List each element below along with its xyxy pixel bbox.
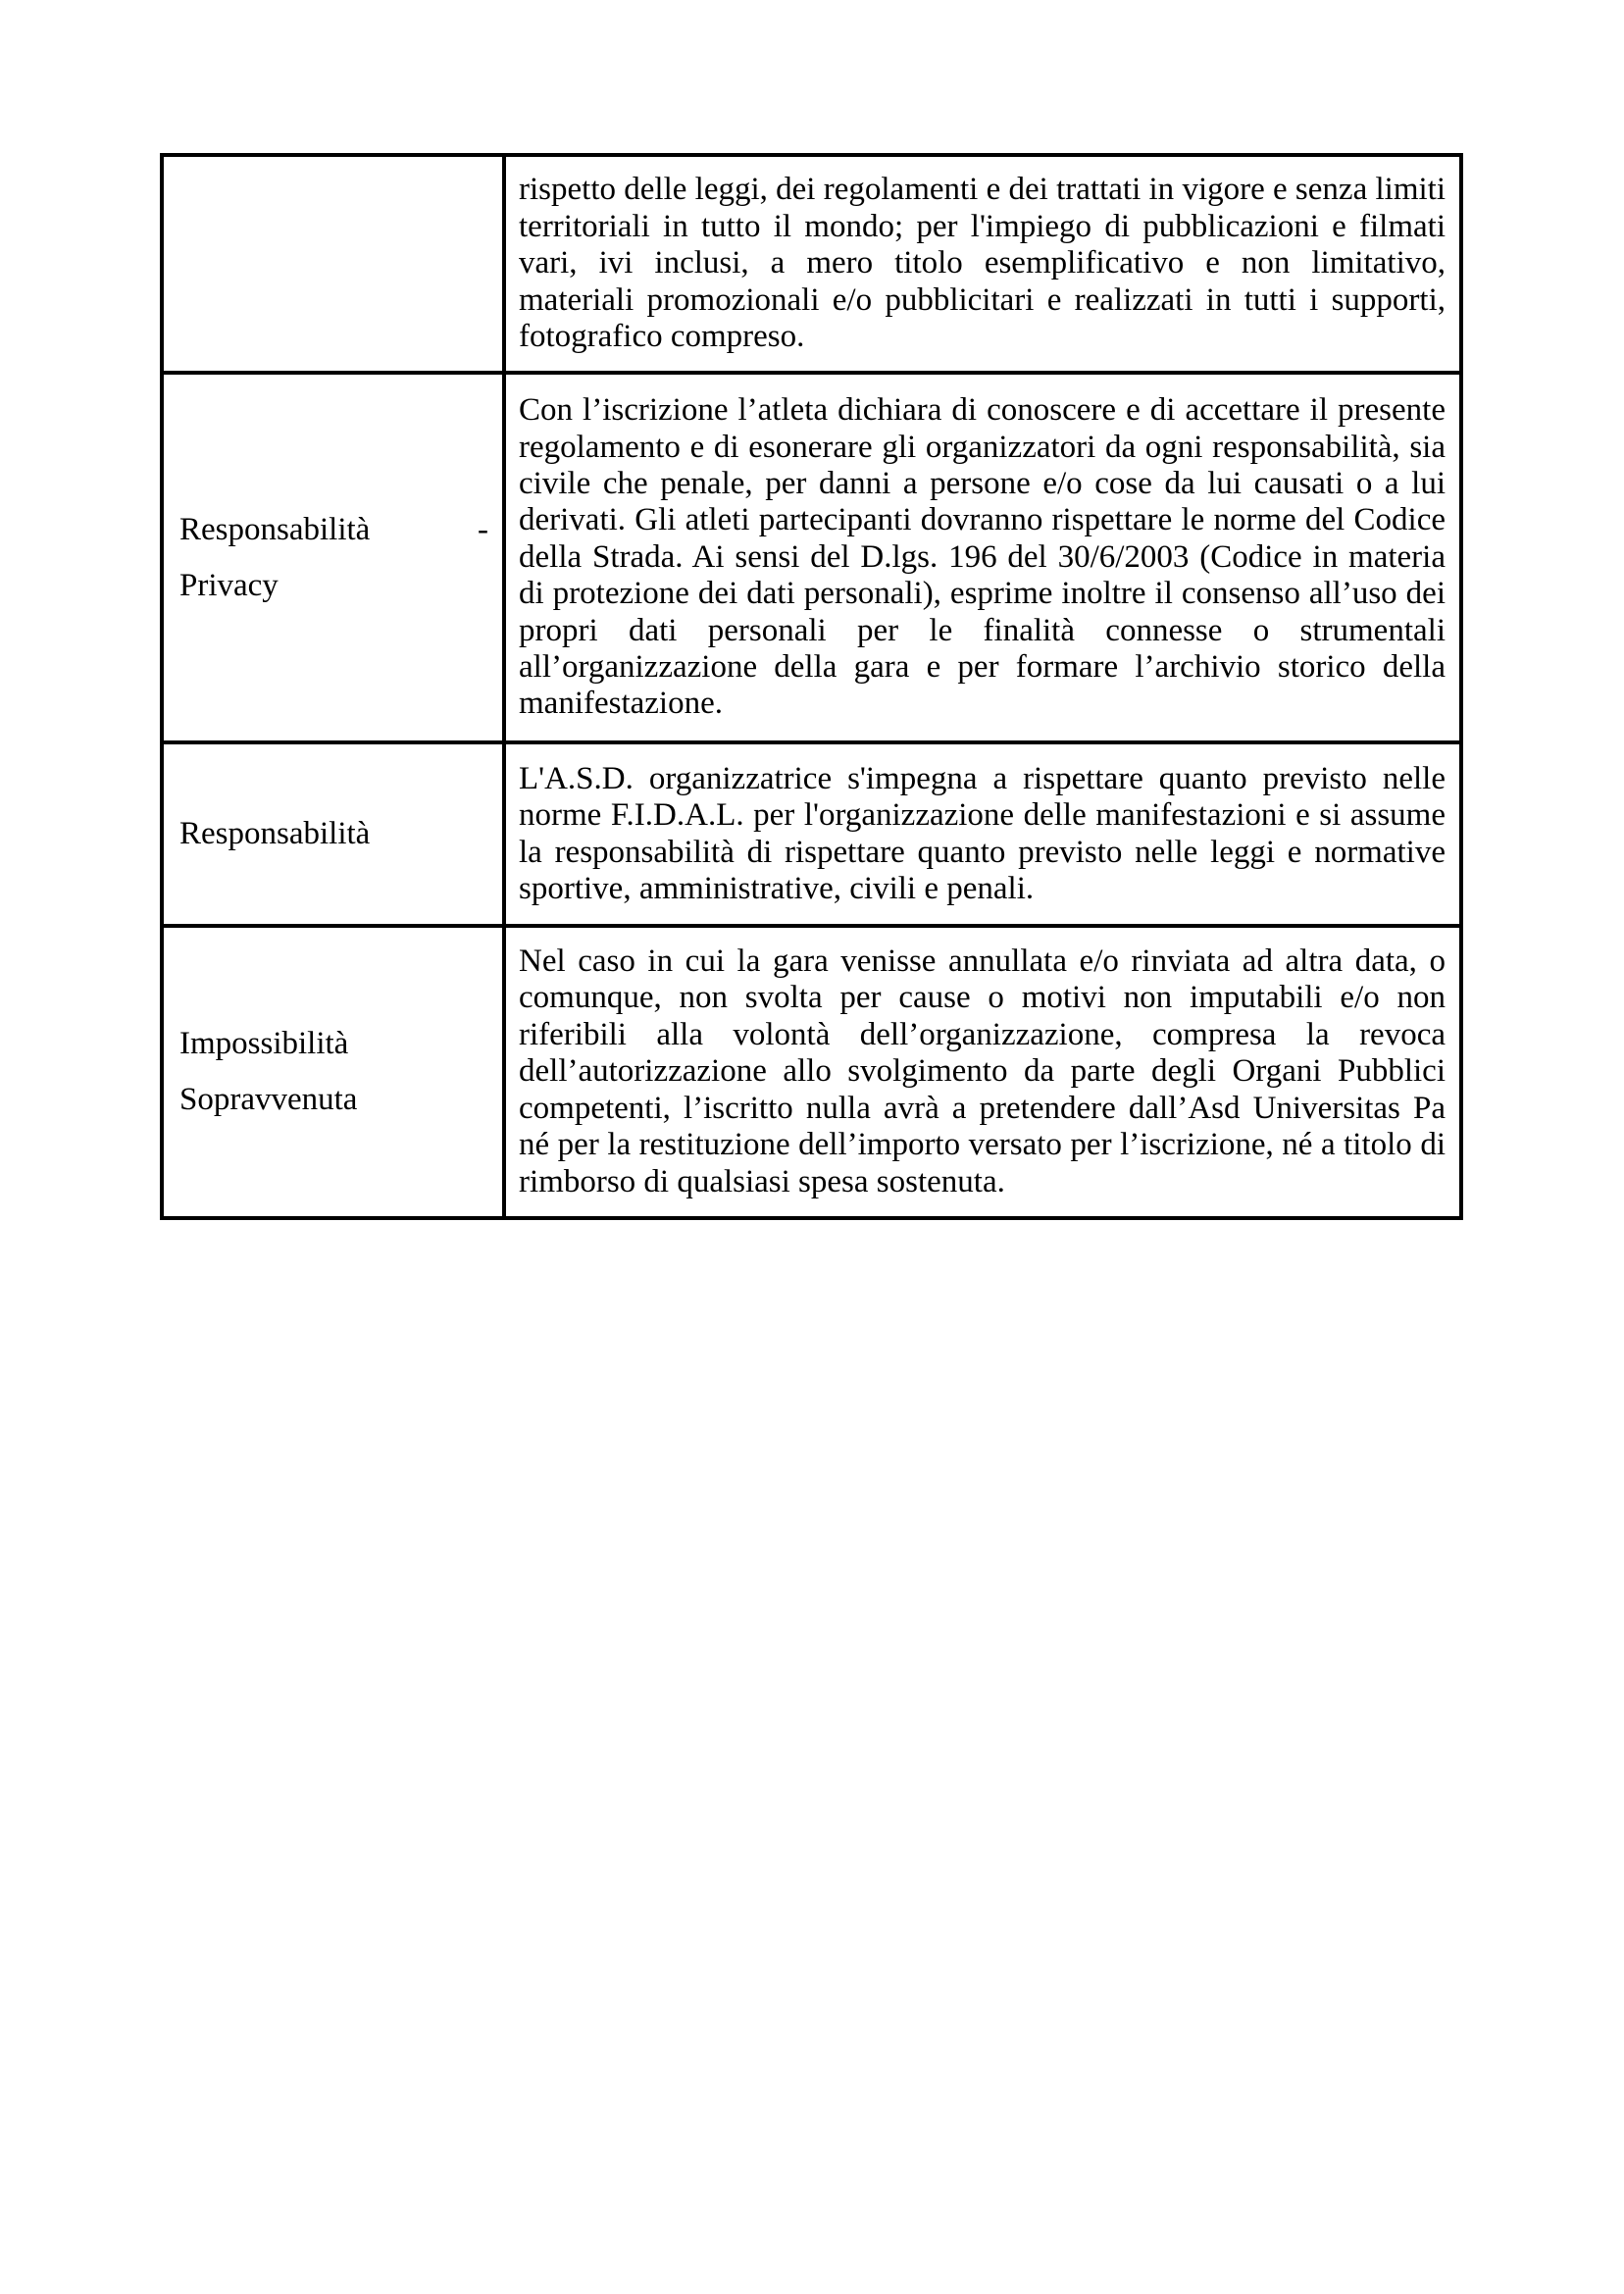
row-label-line — [179, 502, 488, 558]
row-body-text: L'A.S.D. organizzatrice s'impegna a rispettare quanto previsto nelle norme F.I.D.A.L. per l'organizzazione delle manifestazioni e si assume la responsabilità di rispettare quanto previsto nelle leggi e normative sportive, amministrative, civili e penali. — [519, 760, 1446, 906]
row-label-line2: Sopravvenuta — [179, 1082, 358, 1117]
row-label-text: Impossibilità — [179, 1026, 349, 1061]
row-label-line2: Privacy — [179, 567, 279, 603]
row-label-line — [179, 1016, 488, 1072]
row-body-cell — [504, 742, 1461, 926]
row-label-text: Responsabilità — [179, 816, 371, 851]
table-row — [162, 373, 1461, 742]
row-label-text: Responsabilità — [179, 511, 371, 547]
table-row — [162, 742, 1461, 926]
row-label-cell — [162, 742, 504, 926]
regulation-table — [160, 153, 1463, 1220]
row-label-line — [179, 806, 488, 862]
row-body-text: Con l’iscrizione l’atleta dichiara di conoscere e di accettare il presente regolamento e di esonerare gli organizzatori da ogni responsabilità, sia civile che penale, per danni a persone e/o cose da lui causati o a lui derivati. Gli atleti partecipanti dovranno rispettare le norme del Codice della Strada. Ai sensi del D.lgs. 196 del 30/6/2003 (Codice in materia di protezione dei dati personali), esprime inoltre il consenso all’uso dei propri dati personali per le finalità connesse o strumentali all’organizzazione della gara e per formare l’archivio storico della manifestazione. — [519, 392, 1446, 722]
row-label-cell — [162, 926, 504, 1218]
table-row — [162, 926, 1461, 1218]
row-label-dash: - — [478, 511, 488, 547]
row-body-cell — [504, 926, 1461, 1218]
row-body-cell — [504, 373, 1461, 742]
table-row — [162, 155, 1461, 373]
row-body-cell — [504, 155, 1461, 373]
row-body-text: rispetto delle leggi, dei regolamenti e dei trattati in vigore e senza limiti territoriali in tutto il mondo; per l'impiego di pubblicazioni e filmati vari, ivi inclusi, a mero titolo esemplificativo e non limitativo, materiali promozionali e/o pubblicitari e realizzati in tutti i supporti, fotografico compreso. — [519, 172, 1446, 355]
row-label-cell — [162, 155, 504, 373]
row-label-cell — [162, 373, 504, 742]
row-body-text: Nel caso in cui la gara venisse annullata e/o rinviata ad altra data, o comunque, non svolta per cause o motivi non imputabili e/o non riferibili alla volontà dell’organizzazione, compresa la revoca dell’autorizzazione allo svolgimento da parte degli Organi Pubblici competenti, l’iscritto nulla avrà a pretendere dall’Asd Universitas Pa né per la restituzione dell’importo versato per l’iscrizione, né a titolo di rimborso di qualsiasi spesa sostenuta. — [519, 943, 1446, 1199]
